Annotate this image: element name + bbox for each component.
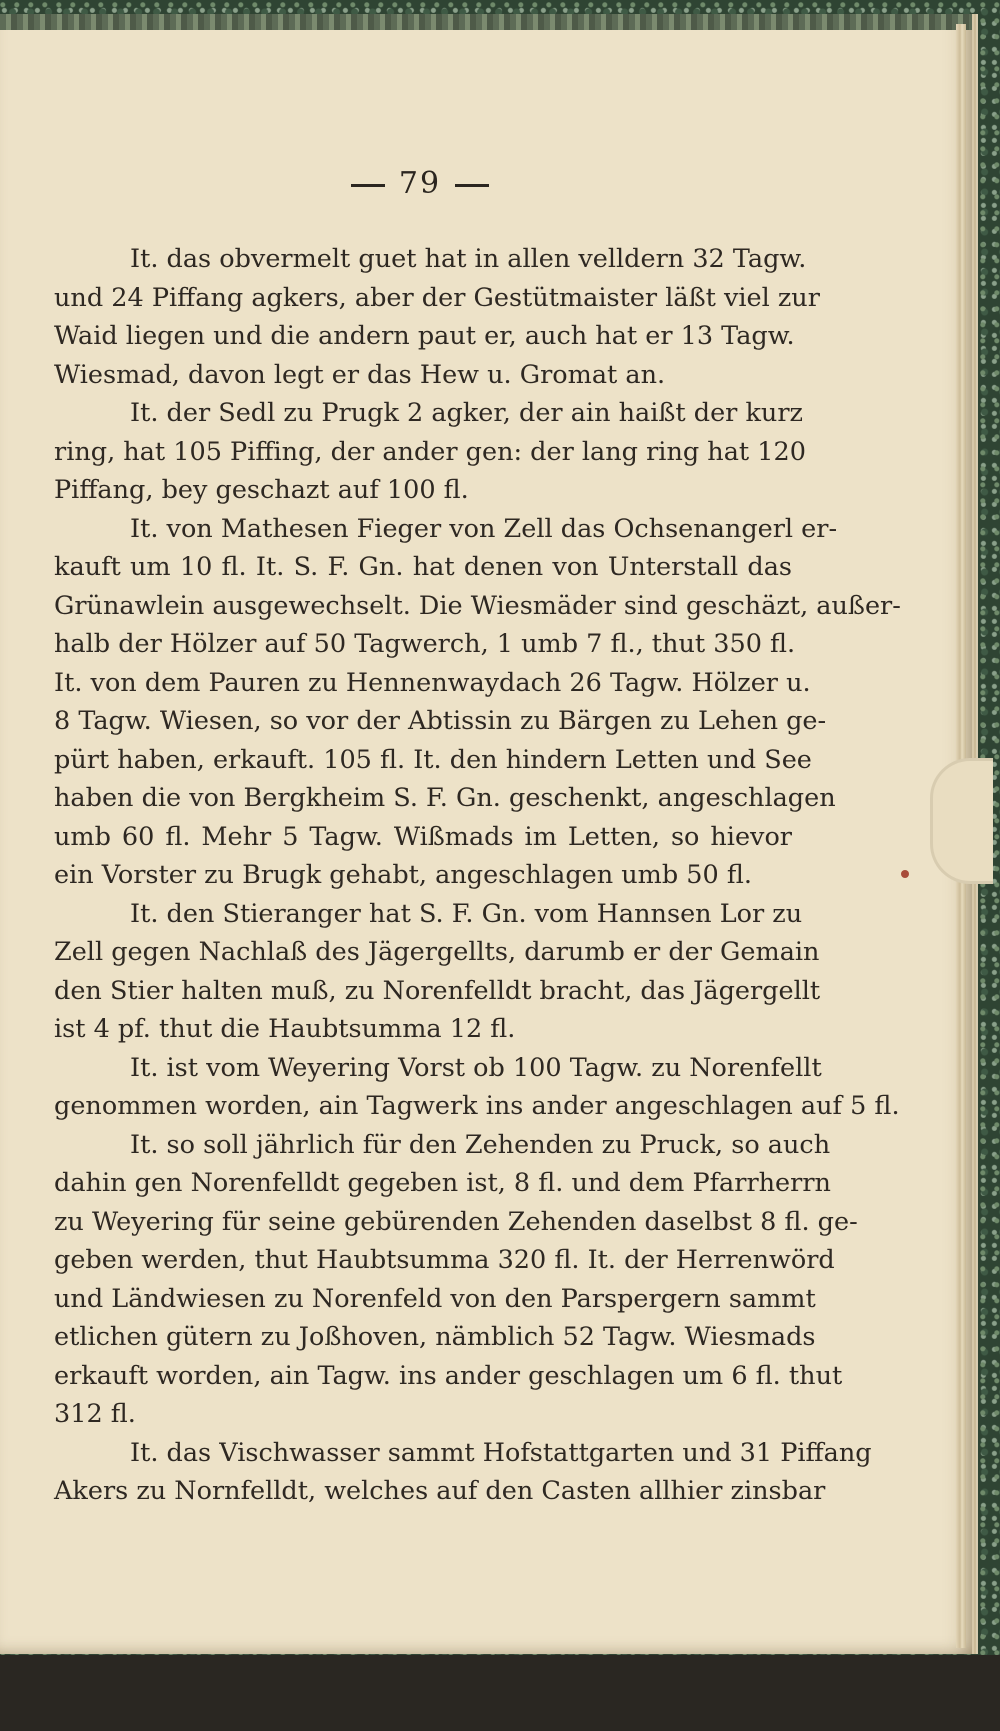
text-line: 8 Tagw. Wiesen, so vor der Abtissin zu Bärgen zu Lehen ge- xyxy=(54,706,827,736)
text-line: halb der Hölzer auf 50 Tagwerch, 1 umb 7 fl., thut 350 fl. xyxy=(54,629,796,659)
text-line: den Stier halten muß, zu Norenfelldt bracht, das Jägergellt xyxy=(54,975,821,1006)
text-line: genommen worden, ain Tagwerk ins ander angeschlagen auf 5 fl. xyxy=(54,1091,900,1121)
text-line: geben werden, thut Haubtsumma 320 fl. It. der Herrenwörd xyxy=(54,1245,835,1275)
text-line: pürt haben, erkauft. 105 fl. It. den hindern Letten und See xyxy=(54,744,812,775)
text-line: erkauft worden, ain Tagw. ins ander geschlagen um 6 fl. thut xyxy=(54,1360,843,1391)
text-line: haben die von Bergkheim S. F. Gn. geschenkt, angeschlagen xyxy=(54,783,836,813)
text-line: kauft um 10 fl. It. S. F. Gn. hat denen von Unterstall das xyxy=(54,552,792,582)
text-line: ist 4 pf. thut die Haubtsumma 12 fl. xyxy=(54,1014,516,1044)
page-tab-notch xyxy=(930,758,993,884)
text-line: und 24 Piffang agkers, aber der Gestütmaister läßt viel zur xyxy=(54,282,820,313)
text-line: Waid liegen und die andern paut er, auch hat er 13 Tagw. xyxy=(54,321,795,351)
text-line: 312 fl. xyxy=(54,1399,136,1429)
text-line: und Ländwiesen zu Norenfeld von den Parspergern sammt xyxy=(54,1283,816,1314)
text-line: It. der Sedl zu Prugk 2 agker, der ain haißt der kurz xyxy=(130,398,803,428)
text-line: It. von dem Pauren zu Hennenwaydach 26 Tagw. Hölzer u. xyxy=(54,667,811,698)
text-line: Akers zu Nornfelldt, welches auf den Casten allhier zinsbar xyxy=(54,1476,826,1506)
page-body-text xyxy=(54,240,901,1511)
text-line: ein Vorster zu Brugk gehabt, angeschlagen umb 50 fl. xyxy=(54,860,752,890)
text-line: etlichen gütern zu Joßhoven, nämblich 52 Tagw. Wiesmads xyxy=(54,1322,816,1352)
text-line: It. von Mathesen Fieger von Zell das Ochsenangerl er- xyxy=(130,513,838,544)
book-page xyxy=(0,14,972,1654)
book-cover-bottom xyxy=(0,1655,1000,1731)
folio-dash-left xyxy=(351,184,385,187)
text-line: ring, hat 105 Piffing, der ander gen: der lang ring hat 120 xyxy=(54,436,806,467)
folio-dash-right xyxy=(455,184,489,187)
text-line: It. den Stieranger hat S. F. Gn. vom Hannsen Lor zu xyxy=(130,898,803,929)
text-line: Wiesmad, davon legt er das Hew u. Gromat an. xyxy=(54,359,666,390)
text-line: It. das Vischwasser sammt Hofstattgarten und 31 Piffang xyxy=(130,1437,872,1468)
page-top-strip xyxy=(0,14,972,30)
text-line: zu Weyering für seine gebürenden Zehenden daselbst 8 fl. ge- xyxy=(54,1206,858,1237)
text-line: It. ist vom Weyering Vorst ob 100 Tagw. zu Norenfellt xyxy=(130,1052,822,1083)
text-line: Zell gegen Nachlaß des Jägergellts, darumb er der Gemain xyxy=(54,937,820,967)
text-line: Piffang, bey geschazt auf 100 fl. xyxy=(54,475,469,505)
page-number-value: 79 xyxy=(398,166,442,201)
text-line: It. so soll jährlich für den Zehenden zu Pruck, so auch xyxy=(130,1129,831,1160)
page-number xyxy=(330,166,510,201)
text-line: Grünawlein ausgewechselt. Die Wiesmäder sind geschäzt, außer- xyxy=(54,590,901,621)
red-mark xyxy=(901,870,909,878)
text-line: dahin gen Norenfelldt gegeben ist, 8 fl. und dem Pfarrherrn xyxy=(54,1168,831,1198)
text-line: umb 60 fl. Mehr 5 Tagw. Wißmads im Letten, so hievor xyxy=(54,821,792,852)
text-line: It. das obvermelt guet hat in allen velldern 32 Tagw. xyxy=(130,244,807,274)
